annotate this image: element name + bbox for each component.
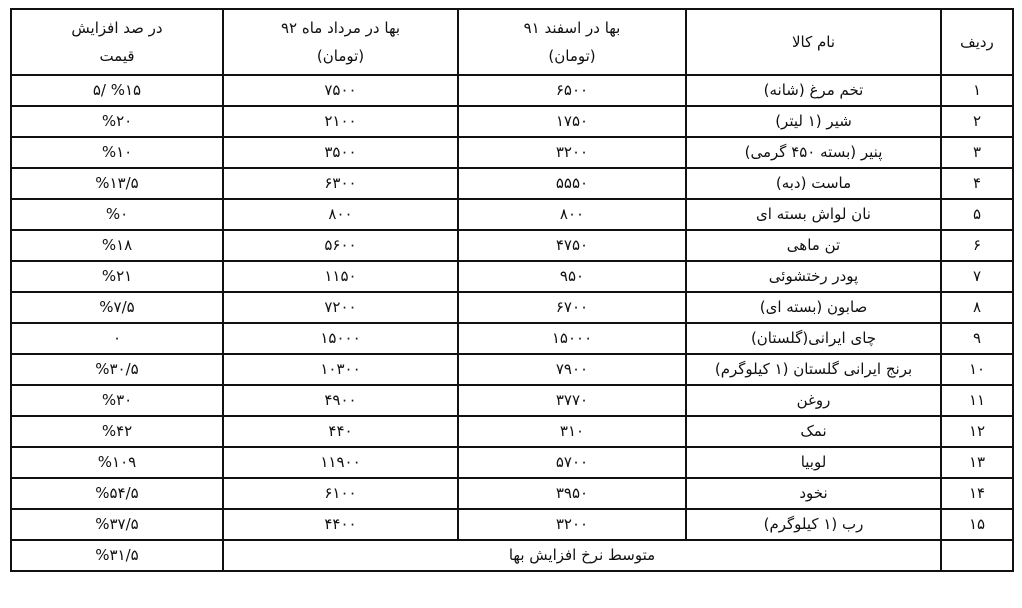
row-index-cell: ۱۵ [941, 509, 1013, 540]
row-price-92-cell: ۶۱۰۰ [223, 478, 458, 509]
row-price-91-cell: ۳۷۷۰ [458, 385, 686, 416]
row-price-92-cell: ۴۴۰۰ [223, 509, 458, 540]
header-price-91-unit: (تومان) [548, 47, 596, 65]
row-price-92-cell: ۱۵۰۰۰ [223, 323, 458, 354]
table-row [11, 509, 1013, 540]
footer-empty-index [941, 540, 1013, 571]
table-row [11, 292, 1013, 323]
row-price-92-cell: ۱۰۳۰۰ [223, 354, 458, 385]
row-name-cell: برنج ایرانی گلستان (۱ کیلوگرم) [686, 354, 941, 385]
row-name-cell: تخم مرغ (شانه) [686, 75, 941, 106]
row-percent-cell: %۷/۵ [11, 292, 223, 323]
row-index-cell: ۱ [941, 75, 1013, 106]
table-row [11, 230, 1013, 261]
row-index-cell: ۴ [941, 168, 1013, 199]
row-index-cell: ۸ [941, 292, 1013, 323]
row-price-92-cell: ۸۰۰ [223, 199, 458, 230]
table-row [11, 478, 1013, 509]
table-header [11, 9, 1013, 75]
header-price-92-unit: (تومان) [316, 47, 365, 65]
header-percent-title: در صد افزایش [71, 19, 163, 37]
row-price-92-cell: ۷۵۰۰ [223, 75, 458, 106]
row-percent-cell: %۴۲ [11, 416, 223, 447]
row-price-91-cell: ۹۵۰ [458, 261, 686, 292]
table-row [11, 323, 1013, 354]
row-percent-cell: %۲۱ [11, 261, 223, 292]
row-name-cell: نمک [686, 416, 941, 447]
row-percent-cell: %۱۸ [11, 230, 223, 261]
row-price-91-cell: ۱۵۰۰۰ [458, 323, 686, 354]
average-increase-value: %۳۱/۵ [11, 540, 223, 571]
row-price-91-cell: ۳۹۵۰ [458, 478, 686, 509]
row-index-cell: ۱۳ [941, 447, 1013, 478]
header-row [11, 9, 1013, 75]
footer-row [11, 540, 1013, 571]
row-name-cell: تن ماهی [686, 230, 941, 261]
header-price-92-title: بها در مرداد ماه ۹۲ [280, 19, 401, 37]
row-name-cell: نخود [686, 478, 941, 509]
row-index-cell: ۱۲ [941, 416, 1013, 447]
table-footer [11, 540, 1013, 571]
row-name-cell: پودر رختشوئی [686, 261, 941, 292]
row-index-cell: ۹ [941, 323, 1013, 354]
row-price-91-cell: ۳۲۰۰ [458, 509, 686, 540]
table-row [11, 75, 1013, 106]
row-percent-cell: %۰ [11, 199, 223, 230]
row-price-92-cell: ۴۹۰۰ [223, 385, 458, 416]
row-price-92-cell: ۱۱۹۰۰ [223, 447, 458, 478]
row-price-92-cell: ۶۳۰۰ [223, 168, 458, 199]
row-name-cell: نان لواش بسته ای [686, 199, 941, 230]
row-name-cell: شیر (۱ لیتر) [686, 106, 941, 137]
row-price-91-cell: ۷۹۰۰ [458, 354, 686, 385]
row-name-cell: پنیر (بسته ۴۵۰ گرمی) [686, 137, 941, 168]
row-price-91-cell: ۳۲۰۰ [458, 137, 686, 168]
row-price-91-cell: ۴۷۵۰ [458, 230, 686, 261]
table-body [11, 75, 1013, 540]
row-name-cell: صابون (بسته ای) [686, 292, 941, 323]
row-name-cell: رب (۱ کیلوگرم) [686, 509, 941, 540]
header-percent-subtitle: قیمت [99, 47, 135, 65]
price-increase-table [10, 8, 1014, 572]
row-percent-cell: ۰ [11, 323, 223, 354]
row-percent-cell: %۳۰/۵ [11, 354, 223, 385]
row-price-91-cell: ۵۵۵۰ [458, 168, 686, 199]
row-price-91-cell: ۶۵۰۰ [458, 75, 686, 106]
table-row [11, 416, 1013, 447]
row-index-cell: ۷ [941, 261, 1013, 292]
header-index: ردیف [941, 9, 1013, 75]
row-price-92-cell: ۲۱۰۰ [223, 106, 458, 137]
row-name-cell: لوبیا [686, 447, 941, 478]
row-name-cell: چای ایرانی(گلستان) [686, 323, 941, 354]
table-row [11, 385, 1013, 416]
row-price-91-cell: ۵۷۰۰ [458, 447, 686, 478]
table-row [11, 106, 1013, 137]
row-price-91-cell: ۸۰۰ [458, 199, 686, 230]
row-price-91-cell: ۳۱۰ [458, 416, 686, 447]
row-index-cell: ۵ [941, 199, 1013, 230]
row-index-cell: ۲ [941, 106, 1013, 137]
row-percent-cell: %۱۵ /۵ [11, 75, 223, 106]
table-row [11, 447, 1013, 478]
header-price-91-title: بها در اسفند ۹۱ [523, 19, 621, 37]
row-price-92-cell: ۴۴۰ [223, 416, 458, 447]
row-price-91-cell: ۱۷۵۰ [458, 106, 686, 137]
row-index-cell: ۳ [941, 137, 1013, 168]
row-price-92-cell: ۳۵۰۰ [223, 137, 458, 168]
row-price-92-cell: ۷۲۰۰ [223, 292, 458, 323]
header-price-91 [458, 9, 686, 75]
table-row [11, 199, 1013, 230]
table-row [11, 137, 1013, 168]
row-percent-cell: %۱۰ [11, 137, 223, 168]
average-increase-label: متوسط نرخ افزایش بها [223, 540, 941, 571]
table-row [11, 168, 1013, 199]
row-index-cell: ۱۱ [941, 385, 1013, 416]
row-index-cell: ۶ [941, 230, 1013, 261]
row-index-cell: ۱۰ [941, 354, 1013, 385]
row-price-91-cell: ۶۷۰۰ [458, 292, 686, 323]
row-index-cell: ۱۴ [941, 478, 1013, 509]
row-percent-cell: %۳۷/۵ [11, 509, 223, 540]
row-price-92-cell: ۱۱۵۰ [223, 261, 458, 292]
table-row [11, 261, 1013, 292]
header-price-92 [223, 9, 458, 75]
row-name-cell: ماست (دبه) [686, 168, 941, 199]
row-price-92-cell: ۵۶۰۰ [223, 230, 458, 261]
row-percent-cell: %۱۳/۵ [11, 168, 223, 199]
row-percent-cell: %۲۰ [11, 106, 223, 137]
row-percent-cell: %۵۴/۵ [11, 478, 223, 509]
table-row [11, 354, 1013, 385]
row-percent-cell: %۳۰ [11, 385, 223, 416]
row-percent-cell: %۱۰۹ [11, 447, 223, 478]
header-percent-increase [11, 9, 223, 75]
header-name: نام کالا [686, 9, 941, 75]
row-name-cell: روغن [686, 385, 941, 416]
